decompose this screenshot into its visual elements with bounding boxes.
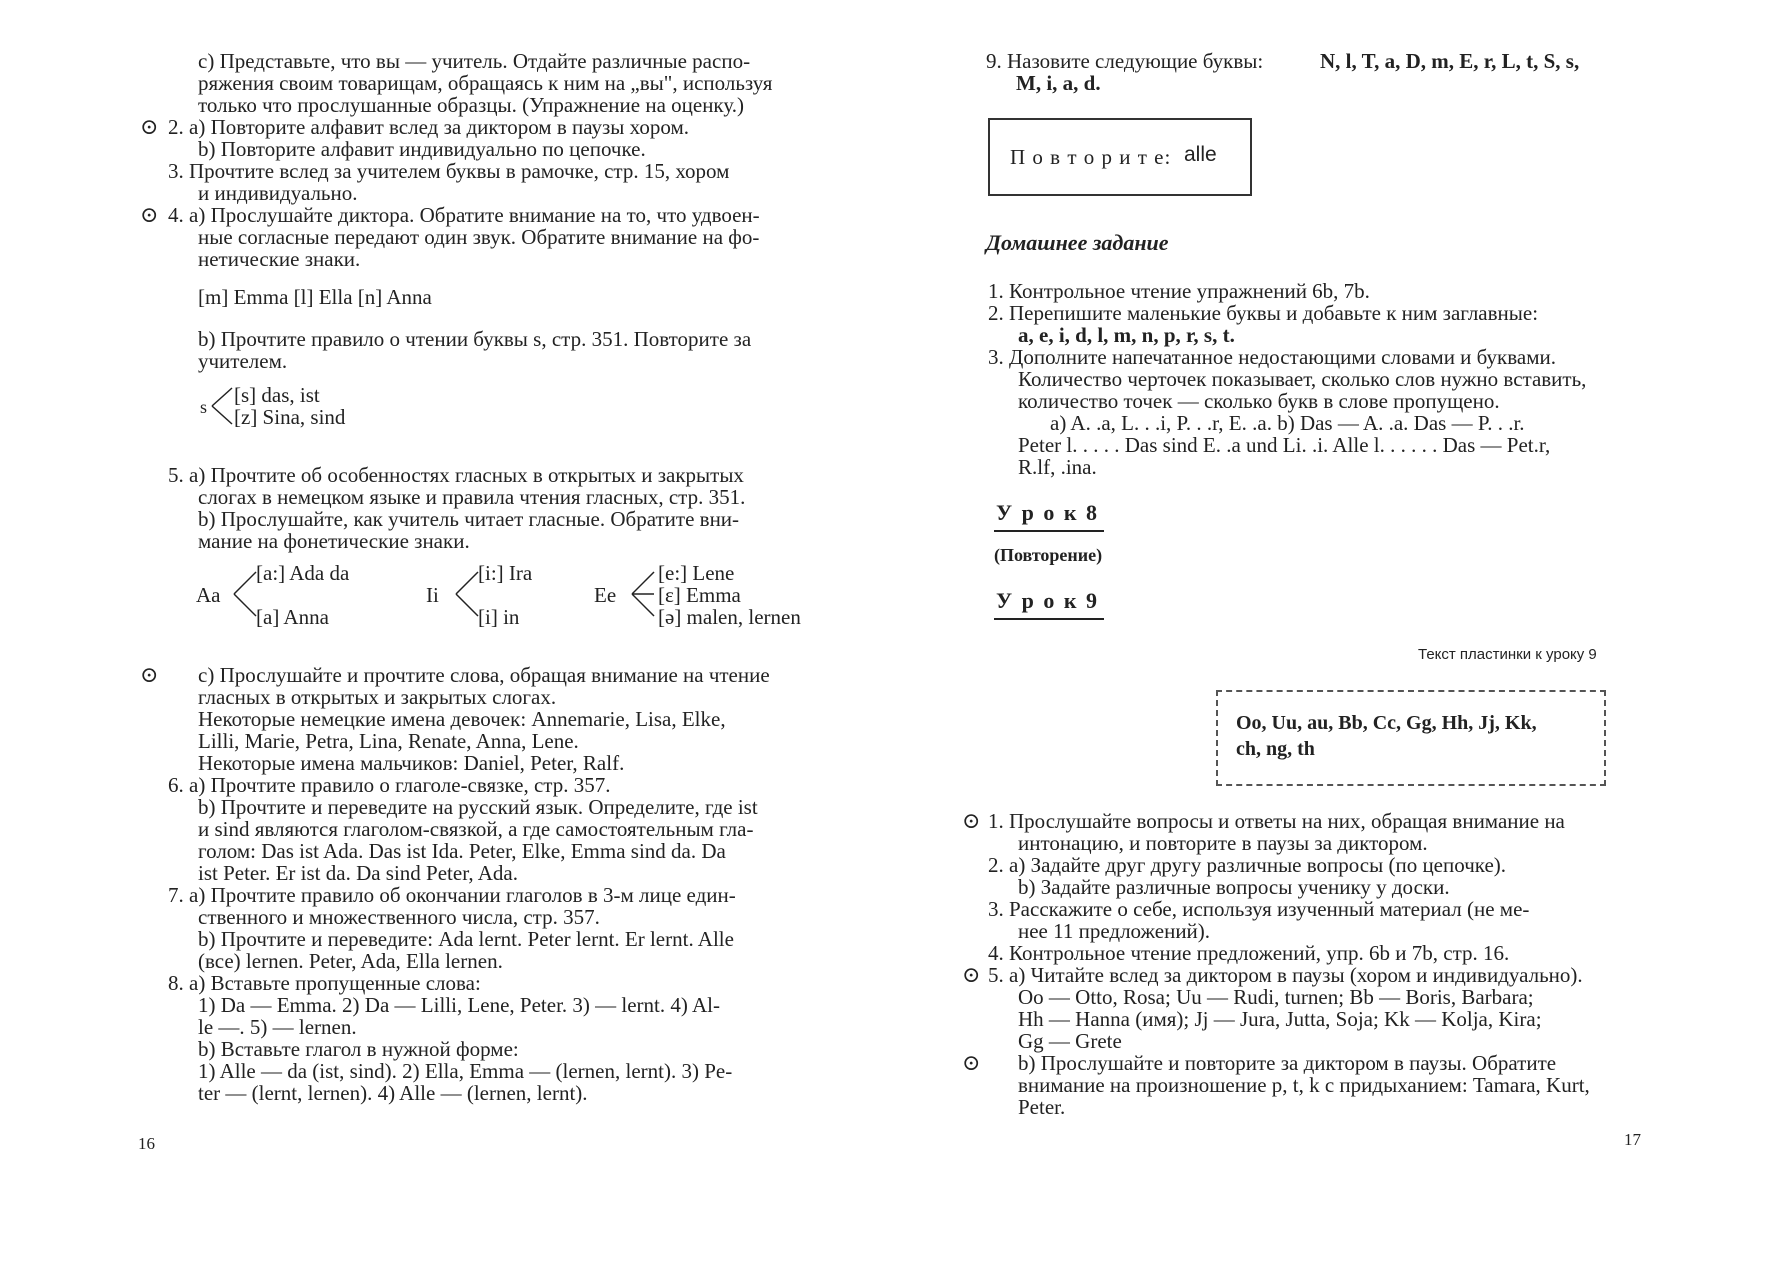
exercise-9-letters: N, l, T, a, D, m, E, r, L, t, S, s,: [1320, 49, 1580, 73]
text-line: Некоторые имена мальчиков: Daniel, Peter, Ralf.: [198, 751, 625, 775]
lesson-8-heading: У р о к 8: [996, 500, 1100, 525]
homework-1: 1. Контрольное чтение упражнений 6b, 7b.: [988, 279, 1370, 303]
lesson9-ex3: 3. Расскажите о себе, используя изученный материал (не ме-: [988, 897, 1530, 921]
vowel-aa-long: [a:] Ada da: [256, 561, 350, 585]
homework-2-letters: a, e, i, d, l, m, n, p, r, s, t.: [1018, 323, 1235, 347]
branch-lines: [630, 566, 656, 622]
exercise-4-a: 4. a) Прослушайте диктора. Обратите внимание на то, что удвоен-: [168, 203, 760, 227]
s-letter-label: s: [200, 397, 208, 417]
phonetic-examples: [m] Emma [l] Ella [n] Anna: [198, 285, 432, 309]
exercise-8-b: b) Вставьте глагол в нужной форме:: [198, 1037, 519, 1061]
text-line: количество точек — сколько букв в слове пропущено.: [1018, 389, 1500, 413]
s-voiceless: [s] das, ist: [234, 383, 320, 407]
text-line: c) Представьте, что вы — учитель. Отдайте различные распо-: [198, 49, 751, 73]
text-line: учителем.: [198, 349, 288, 373]
exercise-2-a: 2. a) Повторите алфавит вслед за диктором в паузы хором.: [168, 115, 689, 139]
text-line: ist Peter. Er ist da. Da sind Peter, Ada.: [198, 861, 518, 885]
disc-icon: ⊙: [140, 114, 159, 139]
vowel-aa-short: [a] Anna: [256, 605, 329, 629]
record-caption: Текст пластинки к уроку 9: [1418, 646, 1597, 663]
vowel-ee-long: [e:] Lene: [658, 561, 735, 585]
text-line: b) Задайте различные вопросы ученику у доски.: [1018, 875, 1450, 899]
lesson-9-heading: У р о к 9: [996, 588, 1100, 613]
text-line: ter — (lernt, lernen). 4) Alle — (lernen, lernt).: [198, 1081, 588, 1105]
text-line: слогах в немецком языке и правила чтения гласных, стр. 351.: [198, 485, 746, 509]
text-line: внимание на произношение p, t, k с придыханием: Tamara, Kurt,: [1018, 1073, 1590, 1097]
text-line: Oo — Otto, Rosa; Uu — Rudi, turnen; Bb — Boris, Barbara;: [1018, 985, 1534, 1009]
text-line: ряжения своим товарищам, обращаясь к ним на „вы", используя: [198, 71, 773, 95]
exercise-8-a: 8. a) Вставьте пропущенные слова:: [168, 971, 481, 995]
branch-lines: [210, 384, 234, 428]
text-line: нее 11 предложений).: [1018, 919, 1211, 943]
exercise-6-a: 6. a) Прочтите правило о глаголе-связке, стр. 357.: [168, 773, 611, 797]
text-line: Lilli, Marie, Petra, Lina, Renate, Anna, Lene.: [198, 729, 579, 753]
text-line: Количество черточек показывает, сколько слов нужно вставить,: [1018, 367, 1587, 391]
text-line: голом: Das ist Ada. Das ist Ida. Peter, Elke, Emma sind da. Da: [198, 839, 726, 863]
right-page: [884, 0, 1768, 1262]
text-line: 1) Alle — da (ist, sind). 2) Ella, Emma — (lernen, lernt). 3) Pe-: [198, 1059, 733, 1083]
homework-2: 2. Перепишите маленькие буквы и добавьте к ним заглавные:: [988, 301, 1539, 325]
vowel-ii-label: Ii: [426, 583, 439, 607]
text-line: Peter.: [1018, 1095, 1066, 1119]
heading-underline: [994, 530, 1104, 532]
exercise-5-b: b) Прослушайте, как учитель читает гласные. Обратите вни-: [198, 507, 740, 531]
lesson9-ex5-b: b) Прослушайте и повторите за диктором в паузы. Обратите: [1018, 1051, 1557, 1075]
lesson9-ex1: 1. Прослушайте вопросы и ответы на них, обращая внимание на: [988, 809, 1565, 833]
exercise-7-b: b) Прочтите и переведите: Ada lernt. Peter lernt. Er lernt. Alle: [198, 927, 734, 951]
disc-icon: ⊙: [140, 202, 159, 227]
text-line: гласных в открытых и закрытых слогах.: [198, 685, 557, 709]
s-voiced: [z] Sina, sind: [234, 405, 346, 429]
vowel-ii-long: [i:] Ira: [478, 561, 533, 585]
record-letters: Oo, Uu, au, Bb, Cc, Gg, Hh, Jj, Kk,: [1236, 712, 1537, 734]
exercise-5-c: c) Прослушайте и прочтите слова, обращая внимание на чтение: [198, 663, 770, 687]
text-line: le —. 5) — lernen.: [198, 1015, 357, 1039]
page-number: 17: [1624, 1130, 1641, 1149]
disc-icon: ⊙: [140, 662, 159, 687]
disc-icon: ⊙: [962, 962, 981, 987]
exercise-9: 9. Назовите следующие буквы:: [986, 49, 1264, 73]
branch-lines: [232, 566, 258, 622]
lesson9-ex2: 2. a) Задайте друг другу различные вопросы (по цепочке).: [988, 853, 1507, 877]
text-line: ные согласные передают один звук. Обратите внимание на фо-: [198, 225, 760, 249]
disc-icon: ⊙: [962, 808, 981, 833]
exercise-9-letters: M, i, a, d.: [1016, 71, 1101, 95]
heading-underline: [994, 618, 1104, 620]
text-line: Gg — Grete: [1018, 1029, 1122, 1053]
text-line: и индивидуально.: [198, 181, 358, 205]
vowel-ee-schwa: [ə] malen, lernen: [658, 605, 801, 629]
exercise-5-a: 5. a) Прочтите об особенностях гласных в открытых и закрытых: [168, 463, 744, 487]
text-line: только что прослушанные образцы. (Упражнение на оценку.): [198, 93, 744, 117]
record-letters: ch, ng, th: [1236, 738, 1315, 760]
vowel-aa-label: Aa: [196, 583, 221, 607]
text-line: ственного и множественного числа, стр. 357.: [198, 905, 600, 929]
exercise-3: 3. Прочтите вслед за учителем буквы в рамочке, стр. 15, хором: [168, 159, 730, 183]
text-line: R.lf, .ina.: [1018, 455, 1097, 479]
homework-title: Домашнее задание: [986, 230, 1169, 255]
text-line: мание на фонетические знаки.: [198, 529, 470, 553]
lesson9-ex5-a: 5. a) Читайте вслед за диктором в паузы (хором и индивидуально).: [988, 963, 1583, 987]
branch-lines: [454, 566, 480, 622]
repeat-label: П о в т о р и т е:: [1010, 145, 1172, 169]
vowel-ee-label: Ee: [594, 583, 617, 607]
page-number: 16: [138, 1134, 155, 1153]
text-line: (все) lernen. Peter, Ada, Ella lernen.: [198, 949, 503, 973]
exercise-2-b: b) Повторите алфавит индивидуально по цепочке.: [198, 137, 646, 161]
lesson-8-subtitle: (Повторение): [994, 545, 1103, 565]
text-line: нетические знаки.: [198, 247, 361, 271]
text-line: и sind являются глаголом-связкой, а где самостоятельным гла-: [198, 817, 754, 841]
text-line: a) A. .a, L. . .i, P. . .r, E. .a. b) Das — A. .a. Das — P. . .r.: [1050, 411, 1525, 435]
text-line: 1) Da — Emma. 2) Da — Lilli, Lene, Peter. 3) — lernt. 4) Al-: [198, 993, 720, 1017]
text-line: Hh — Hanna (имя); Jj — Jura, Jutta, Soja; Kk — Kolja, Kira;: [1018, 1007, 1542, 1031]
exercise-6-b: b) Прочтите и переведите на русский язык. Определите, где ist: [198, 795, 758, 819]
vowel-ii-short: [i] in: [478, 605, 520, 629]
lesson9-ex4: 4. Контрольное чтение предложений, упр. 6b и 7b, стр. 16.: [988, 941, 1510, 965]
repeat-word: alle: [1184, 143, 1217, 166]
exercise-4-b: b) Прочтите правило о чтении буквы s, стр. 351. Повторите за: [198, 327, 752, 351]
text-line: интонацию, и повторите в паузы за диктором.: [1018, 831, 1428, 855]
exercise-7-a: 7. a) Прочтите правило об окончании глаголов в 3-м лице един-: [168, 883, 736, 907]
text-line: Peter l. . . . . Das sind E. .a und Li. .i. Alle l. . . . . . Das — Pet.r,: [1018, 433, 1551, 457]
disc-icon: ⊙: [962, 1050, 981, 1075]
vowel-ee-short: [ɛ] Emma: [658, 583, 741, 607]
text-line: Некоторые немецкие имена девочек: Annemarie, Lisa, Elke,: [198, 707, 726, 731]
homework-3: 3. Дополните напечатанное недостающими словами и буквами.: [988, 345, 1556, 369]
